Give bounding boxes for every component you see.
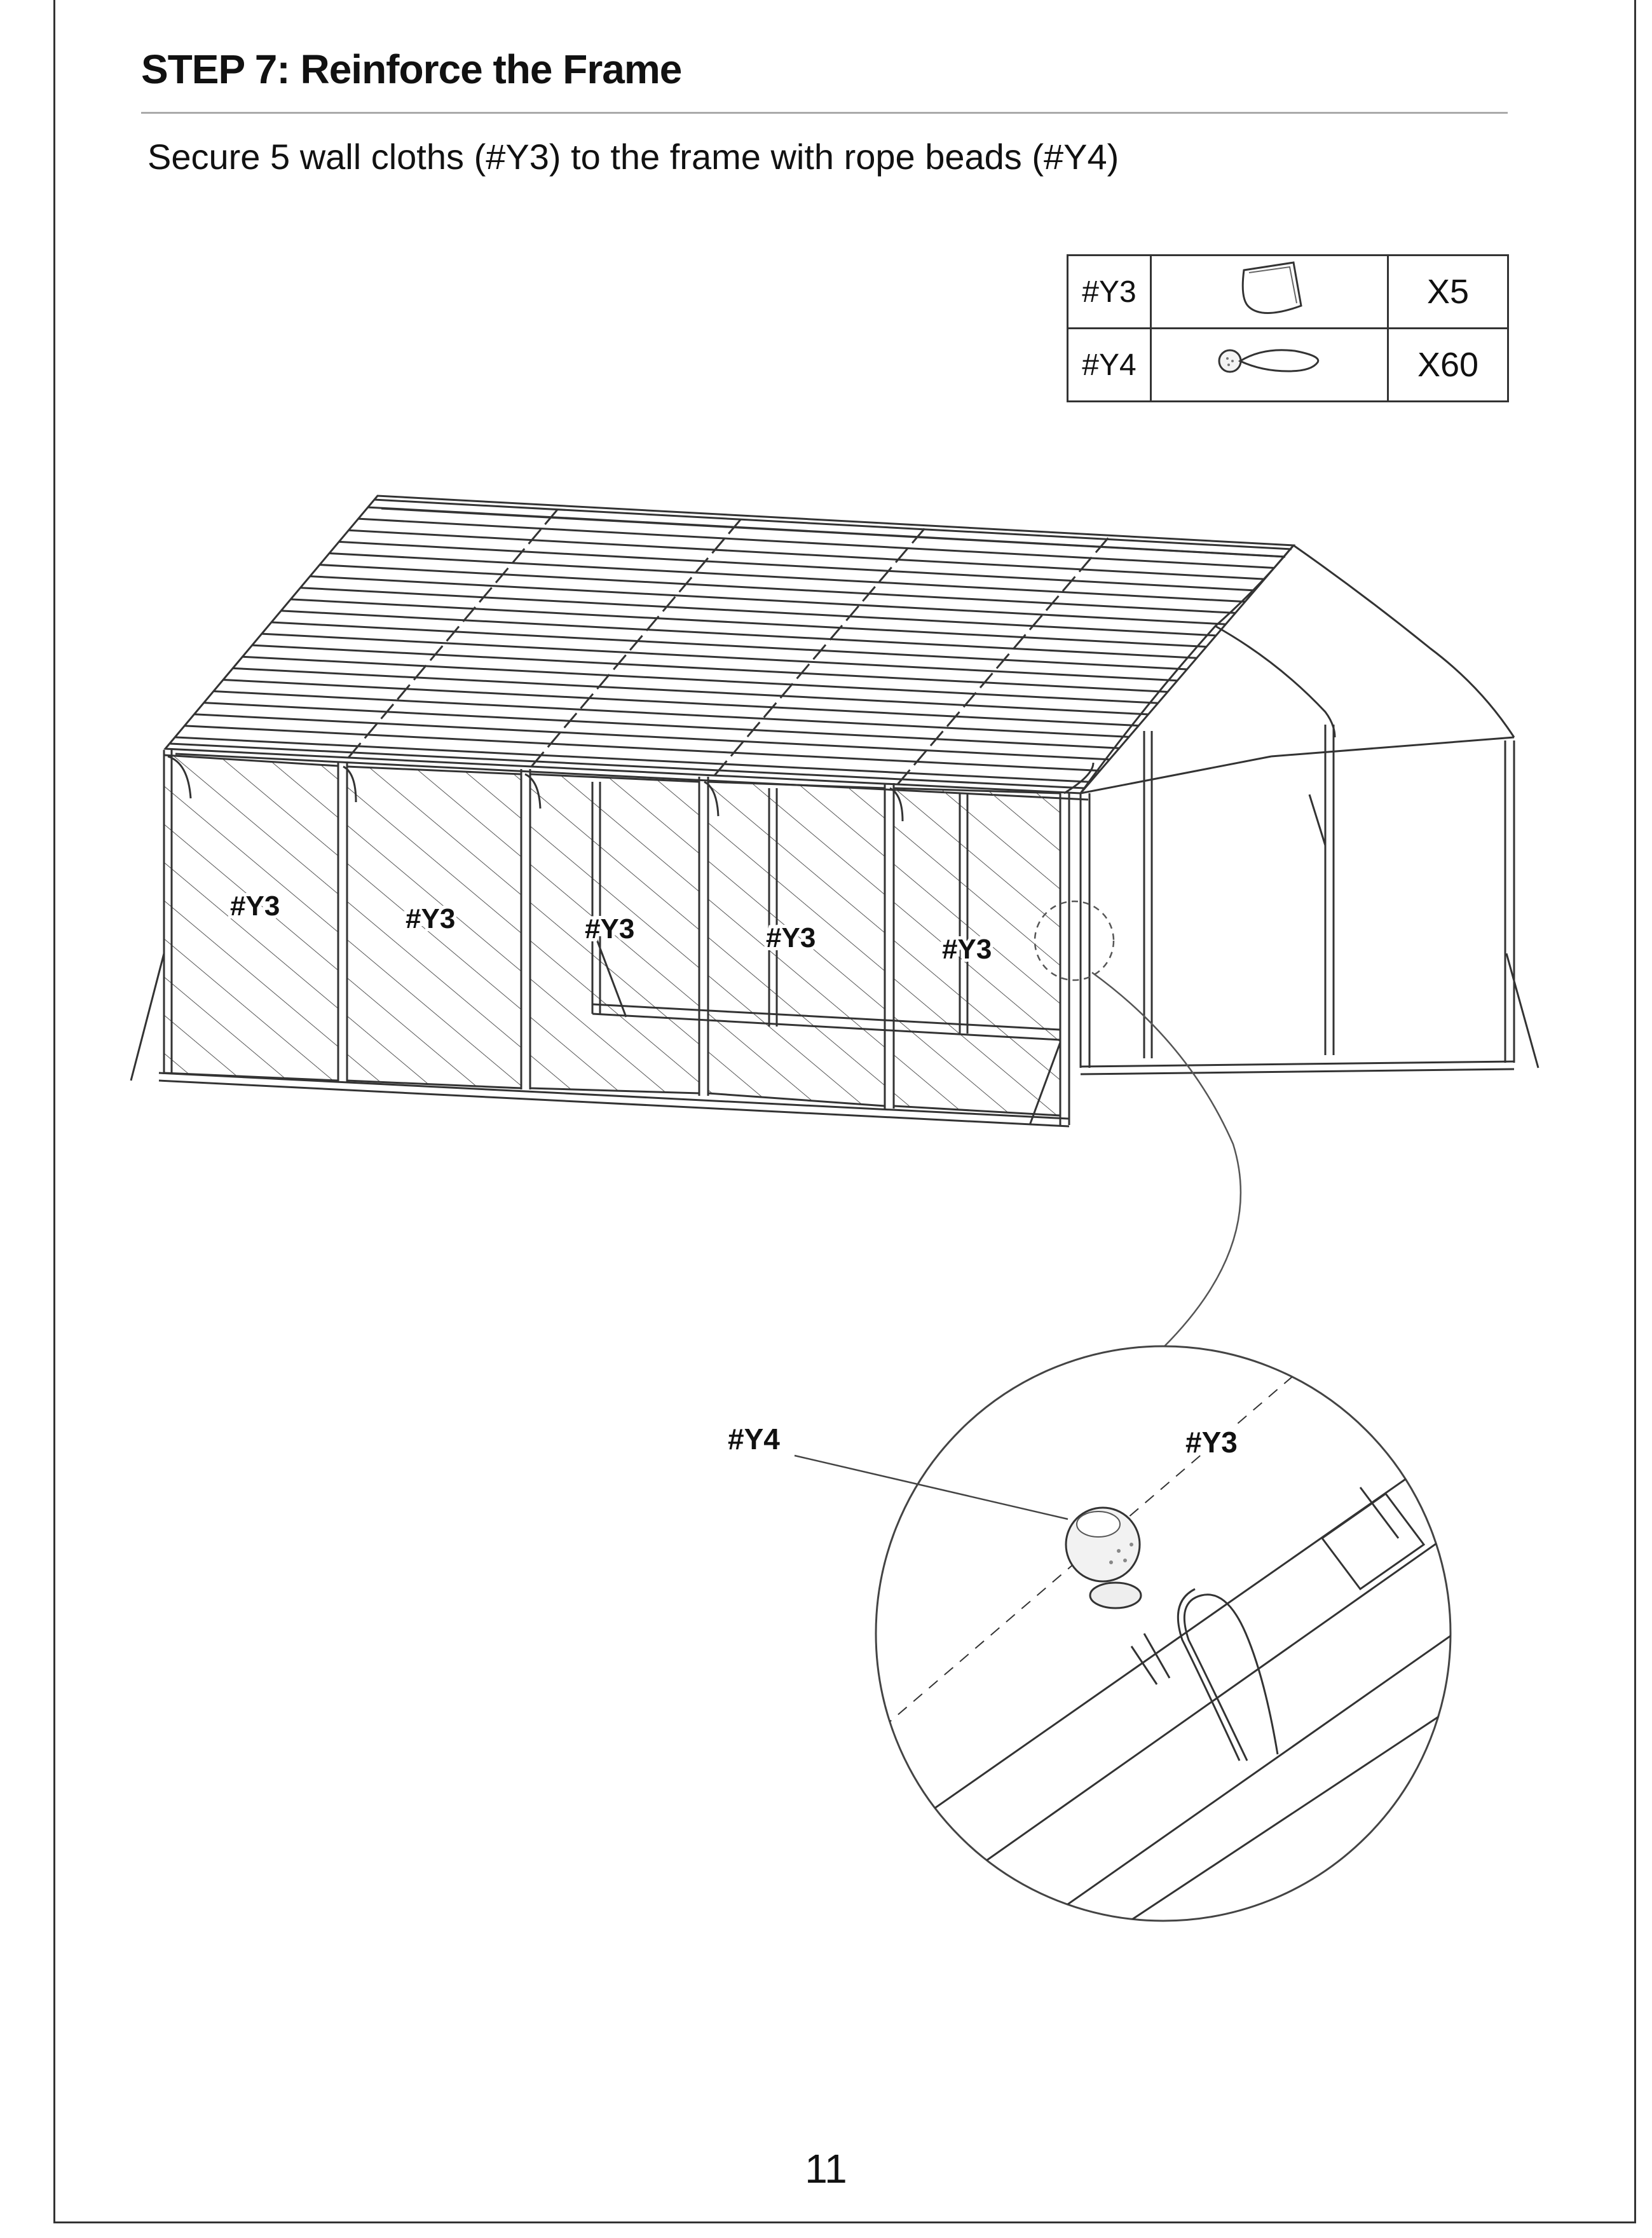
- part-qty: X60: [1388, 329, 1508, 402]
- detail-label-cloth: #Y3: [1185, 1426, 1238, 1459]
- step-title: STEP 7: Reinforce the Frame: [141, 46, 682, 92]
- part-qty: X5: [1388, 256, 1508, 329]
- detail-callout: [1035, 901, 1241, 1348]
- panel-label: #Y3: [585, 913, 635, 945]
- detail-view: [728, 1346, 1487, 1958]
- part-code: #Y3: [1068, 256, 1151, 329]
- panel-label: #Y3: [230, 890, 280, 922]
- detail-label-bead: #Y4: [728, 1423, 780, 1456]
- roof: [165, 496, 1294, 800]
- panel-label: #Y3: [942, 934, 992, 965]
- part-code: #Y4: [1068, 329, 1151, 402]
- instruction-text: Secure 5 wall cloths (#Y3) to the frame with rope beads (#Y4): [147, 137, 1119, 177]
- page-number: 11: [805, 2146, 847, 2192]
- panel-label: #Y3: [406, 903, 456, 934]
- panel-label: #Y3: [766, 922, 816, 953]
